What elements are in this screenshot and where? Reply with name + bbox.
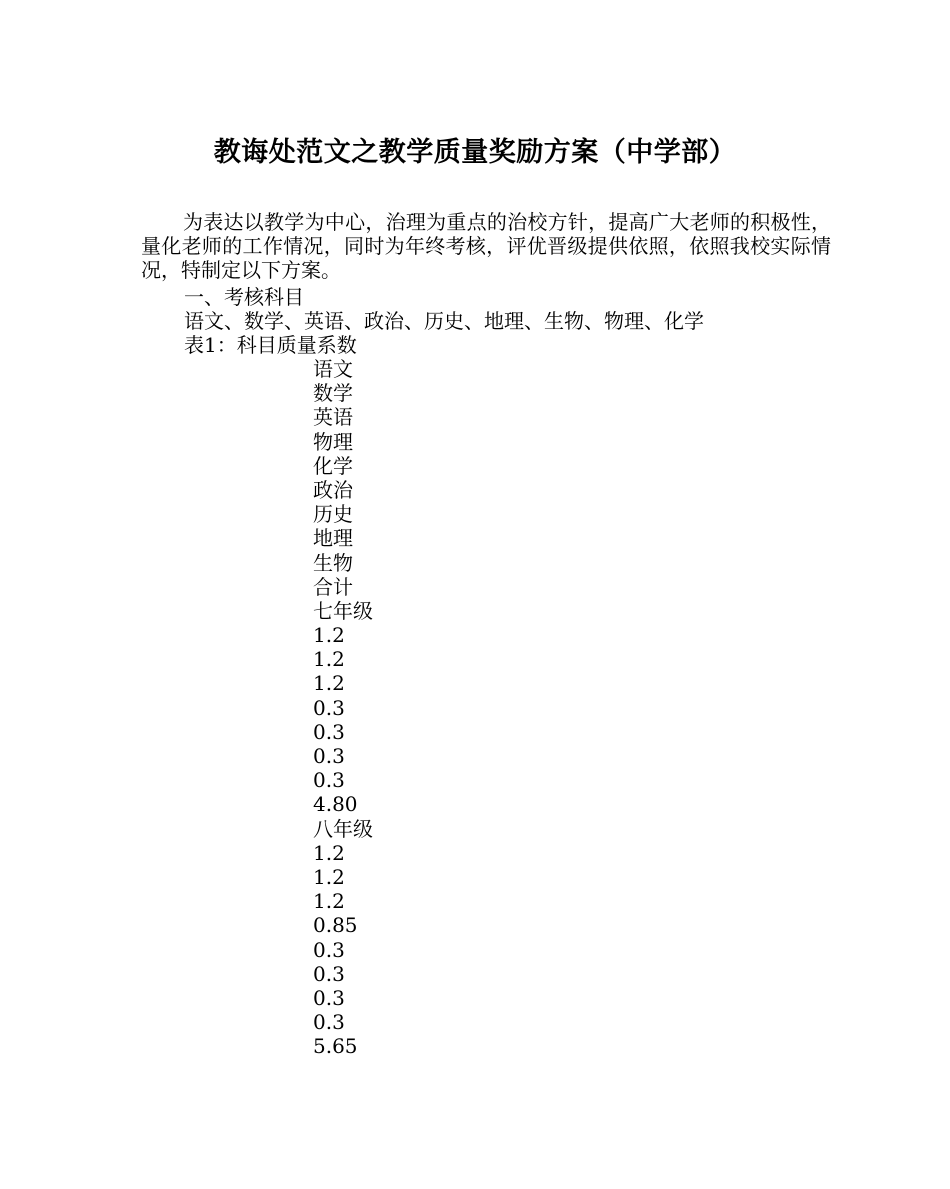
table-cell: 0.3 bbox=[313, 744, 345, 768]
section-heading: 一、考核科目 bbox=[184, 285, 304, 309]
table-cell: 1.2 bbox=[313, 671, 345, 696]
document-title: 教诲处范文之教学质量奖励方案（中学部） bbox=[213, 137, 737, 168]
table-cells-list bbox=[313, 357, 373, 1058]
table-cell: 历史 bbox=[313, 502, 353, 527]
table-cell: 1.2 bbox=[313, 647, 345, 672]
table-cell: 0.3 bbox=[313, 719, 345, 744]
table-cell: 生物 bbox=[313, 550, 353, 575]
table-cell: 数学 bbox=[313, 381, 353, 406]
table-cell: 0.3 bbox=[313, 985, 345, 1010]
table-cell: 语文 bbox=[313, 357, 353, 381]
table-cell: 1.2 bbox=[313, 840, 345, 865]
table-cell: 0.85 bbox=[313, 913, 358, 938]
table-cell: 地理 bbox=[313, 526, 353, 551]
table-cell: 4.80 bbox=[313, 792, 358, 817]
intro-paragraph: 为表达以教学为中心，治理为重点的治校方针，提高广大老师的积极性，量化老师的工作情况，同时为年终考核，评优晋级提供依照，依照我校实际情况，特制定以下方案。 bbox=[141, 210, 831, 283]
table-cell: 0.3 bbox=[313, 1010, 345, 1035]
table-cell: 0.3 bbox=[313, 695, 345, 720]
table-cell: 英语 bbox=[313, 405, 353, 430]
table-cell: 化学 bbox=[313, 453, 353, 478]
table-cell: 0.3 bbox=[313, 961, 345, 986]
table-cell: 0.3 bbox=[313, 768, 345, 793]
subjects-line: 语文、数学、英语、政治、历史、地理、生物、物理、化学 bbox=[184, 309, 704, 333]
table-cell: 七年级 bbox=[313, 598, 373, 623]
table-cell: 合计 bbox=[313, 574, 353, 599]
table-cell: 八年级 bbox=[313, 816, 373, 841]
table-cell: 1.2 bbox=[313, 623, 345, 648]
table-cell: 1.2 bbox=[313, 889, 345, 914]
table-caption: 表1：科目质量系数 bbox=[184, 333, 357, 357]
table-cell: 政治 bbox=[313, 477, 353, 502]
table-cell: 1.2 bbox=[313, 864, 345, 889]
table-cell: 0.3 bbox=[313, 937, 345, 962]
table-cell: 物理 bbox=[313, 429, 353, 454]
table-cell: 5.65 bbox=[313, 1034, 358, 1059]
